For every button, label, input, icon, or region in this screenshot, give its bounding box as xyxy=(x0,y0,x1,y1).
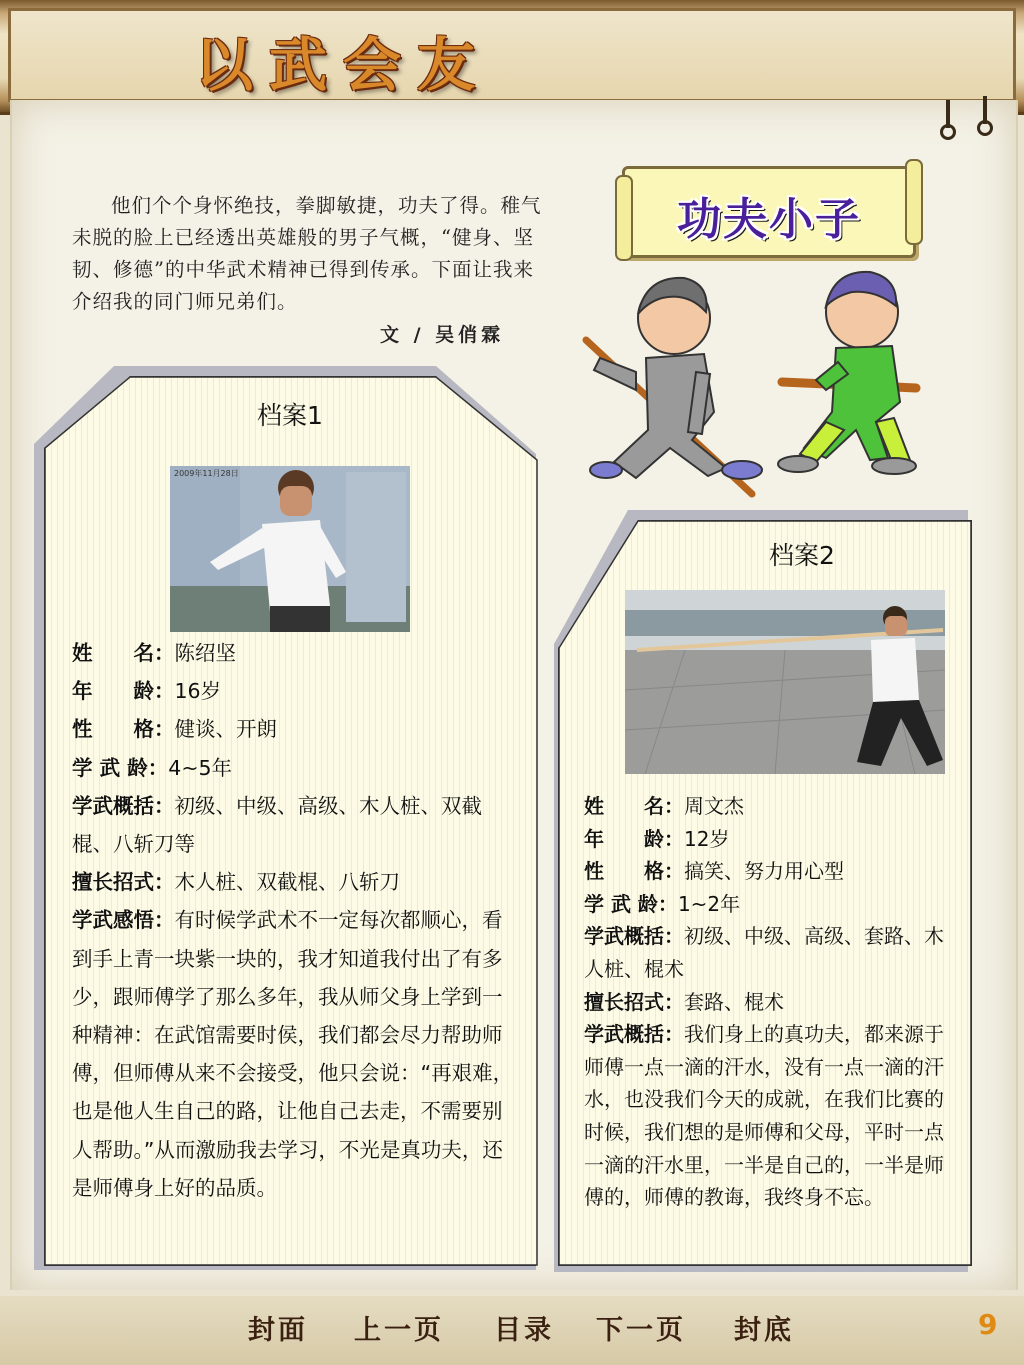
insight-label: 学武感悟： xyxy=(72,908,175,933)
age-label: 年 龄： xyxy=(72,679,175,704)
profile1-skills-row xyxy=(72,863,518,901)
profile1-age-row xyxy=(72,672,518,710)
profile2-skills-row xyxy=(584,986,956,1019)
skills-value: 木人桩、双截棍、八斩刀 xyxy=(174,870,400,895)
profile1-title: 档案1 xyxy=(257,401,323,430)
insight-value: 我们身上的真功夫，都来源于师傅一点一滴的汗水，没有一点一滴的汗水，也没我们今天的成就，在我们比赛的时候，我们想的是师傅和父母，平时一点一滴的汗水里，一半是自己的，一半是师傅的，师傅的教诲，我终身不忘。 xyxy=(584,1022,944,1210)
age-value: 16岁 xyxy=(174,679,222,704)
profile1-name-row xyxy=(72,634,518,672)
summary-label: 学武概括： xyxy=(72,793,175,818)
years-label: 学 武 龄： xyxy=(584,891,678,916)
profile1-personality-row xyxy=(72,710,518,748)
summary-value: 初级、中级、高级、木人桩、双截棍、八斩刀等 xyxy=(72,793,482,857)
personality-value: 搞笑、努力用心型 xyxy=(684,859,844,884)
profile2-age-row xyxy=(584,823,956,856)
years-label: 学 武 龄： xyxy=(72,755,169,780)
profile2-insight-row xyxy=(584,1018,956,1214)
summary-value: 初级、中级、高级、套路、木人桩、棍术 xyxy=(584,924,944,981)
profile2-years-row xyxy=(584,888,956,921)
skills-label: 擅长招式： xyxy=(584,989,684,1014)
profile1-summary-row xyxy=(72,787,518,863)
profile2-title: 档案2 xyxy=(769,541,835,570)
personality-label: 性 格： xyxy=(584,859,684,884)
years-value: 1~2年 xyxy=(677,891,741,916)
age-label: 年 龄： xyxy=(584,826,684,851)
banner-scroll xyxy=(622,166,916,258)
nav-prev-page-link[interactable]: 上一页 xyxy=(354,1315,444,1346)
banner-title: 功夫小子 xyxy=(677,194,861,245)
kungfu-kids-illustration xyxy=(576,262,926,498)
profile2-photo xyxy=(625,590,945,774)
insight-value: 有时候学武术不一定每次都顺心，看到手上青一块紫一块的，我才知道我付出了有多少，跟师傅学了那么多年，我从师父身上学到一种精神：在武馆需要时侯，我们都会尽力帮助师傅，但师傅从来不会接受，他只会说：“再艰难，也是他人生自己的路，让他自己去走，不需要别人帮助。”从而激励我去学习，不光是真功夫，还是师傅身上好的品质。 xyxy=(72,908,514,1200)
nav-next-page-link[interactable]: 下一页 xyxy=(596,1315,686,1346)
intro-paragraph: 他们个个身怀绝技，拳脚敏捷，功夫了得。稚气未脱的脸上已经透出英雄般的男子气概，“健身、坚韧、修德”的中华武术精神已得到传承。下面让我来介绍我的同门师兄弟们。 xyxy=(72,194,542,313)
profile1-info xyxy=(72,634,518,1207)
skills-value: 套路、棍术 xyxy=(684,989,784,1014)
byline: 文 / 吴俏霖 xyxy=(380,324,505,346)
insight-label: 学武概括： xyxy=(584,1022,684,1047)
years-value: 4~5年 xyxy=(168,755,233,780)
photo-date-stamp: 2009年11月28日 xyxy=(174,469,239,478)
personality-label: 性 格： xyxy=(72,717,175,742)
name-value: 周文杰 xyxy=(684,794,744,818)
profile2-info xyxy=(584,790,956,1214)
header-frame-inner xyxy=(8,8,1016,102)
scroll-hook-icon xyxy=(974,96,996,136)
nav-contents-link[interactable]: 目录 xyxy=(494,1315,554,1346)
kid-practicing-image xyxy=(170,466,410,632)
scroll-hook-icon xyxy=(937,100,959,140)
name-label: 姓 名： xyxy=(72,641,175,665)
name-label: 姓 名： xyxy=(584,794,684,818)
page-title: 以武会友 xyxy=(195,31,492,99)
profile2-name-row xyxy=(584,790,956,823)
profile1-insight-row xyxy=(72,901,518,1207)
summary-label: 学武概括： xyxy=(584,924,684,949)
personality-value: 健谈、开朗 xyxy=(174,717,277,742)
page-number: 9 xyxy=(978,1308,998,1341)
nav-back-cover-link[interactable]: 封底 xyxy=(734,1315,794,1346)
header-frame xyxy=(0,0,1024,115)
age-value: 12岁 xyxy=(684,826,730,851)
profile2-personality-row xyxy=(584,855,956,888)
nav-cover-link[interactable]: 封面 xyxy=(248,1315,308,1346)
skills-label: 擅长招式： xyxy=(72,870,175,895)
profile1-photo xyxy=(170,466,410,632)
kid-staff-image xyxy=(625,590,945,774)
name-value: 陈绍坚 xyxy=(174,641,236,665)
profile2-summary-row xyxy=(584,920,956,985)
profile1-years-row xyxy=(72,749,518,787)
